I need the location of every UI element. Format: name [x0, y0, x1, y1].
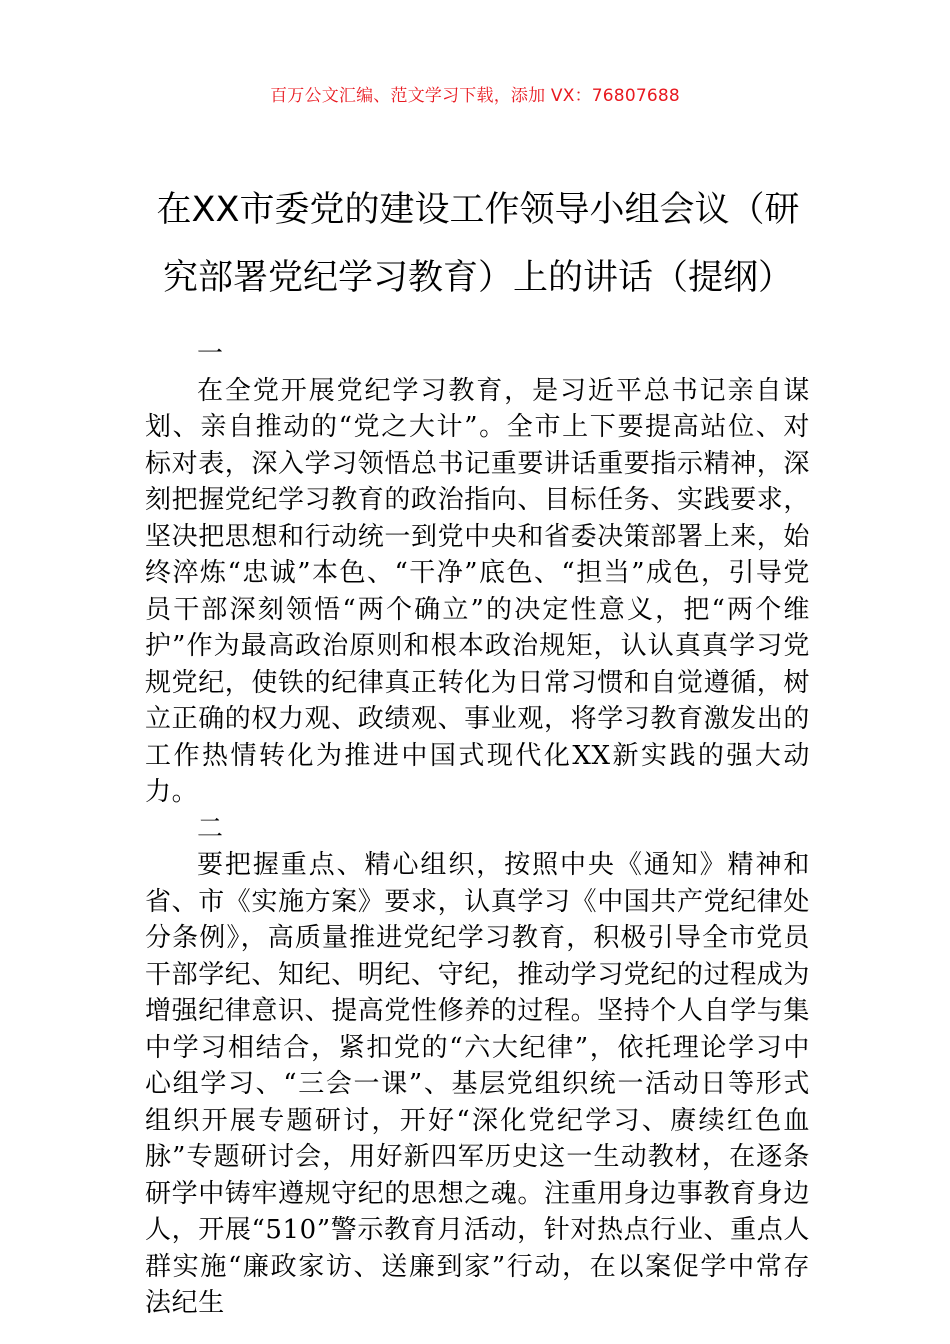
section-paragraph-2: 要把握重点、精心组织，按照中央《通知》精神和省、市《实施方案》要求，认真学习《中国共产党纪律处分条例》，高质量推进党纪学习教育，积极引导全市党员干部学纪、知纪、明纪、守纪，推动学习党纪的过程成为增强纪律意识、提高党性修养的过程。坚持个人自学与集中学习相结合，紧扣党的“六大纪律”，依托理论学习中心组学习、“三会一课”、基层党组织统一活动日等形式组织开展专题研讨，开好“深化党纪学习、赓续红色血脉”专题研讨会，用好新四军历史这一生动教材，在逐条研学中铸牢遵规守纪的思想之魂。注重用身边事教育身边人，开展“510”警示教育月活动，针对热点行业、重点人群实施“廉政家访、送廉到家”行动，在以案促学中常存法纪生 [145, 850, 811, 1318]
section-heading-2: 二 [197, 813, 224, 844]
document-title: 在XX市委党的建设工作领导小组会议（研究部署党纪学习教育）上的讲话（提纲） [156, 190, 800, 298]
promo-banner: 百万公文汇编、范文学习下载，添加 VX：76807688 [270, 86, 680, 106]
document-body [145, 336, 810, 1322]
section-heading-1: 一 [197, 339, 224, 369]
section-paragraph-1: 在全党开展党纪学习教育，是习近平总书记亲自谋划、亲自推动的“党之大计”。全市上下要提高站位、对标对表，深入学习领悟总书记重要讲话重要指示精神，深刻把握党纪学习教育的政治指向、目标任务、实践要求，坚决把思想和行动统一到党中央和省委决策部署上来，始终淬炼“忠诚”本色、“干净”底色、“担当”成色，引导党员干部深刻领悟“两个确立”的决定性意义，把“两个维护”作为最高政治原则和根本政治规矩，认认真真学习党规党纪，使铁的纪律真正转化为日常习惯和自觉遵循，树立正确的权力观、政绩观、事业观，将学习教育激发出的工作热情转化为推进中国式现代化XX新实践的强大动力。 [145, 375, 811, 807]
